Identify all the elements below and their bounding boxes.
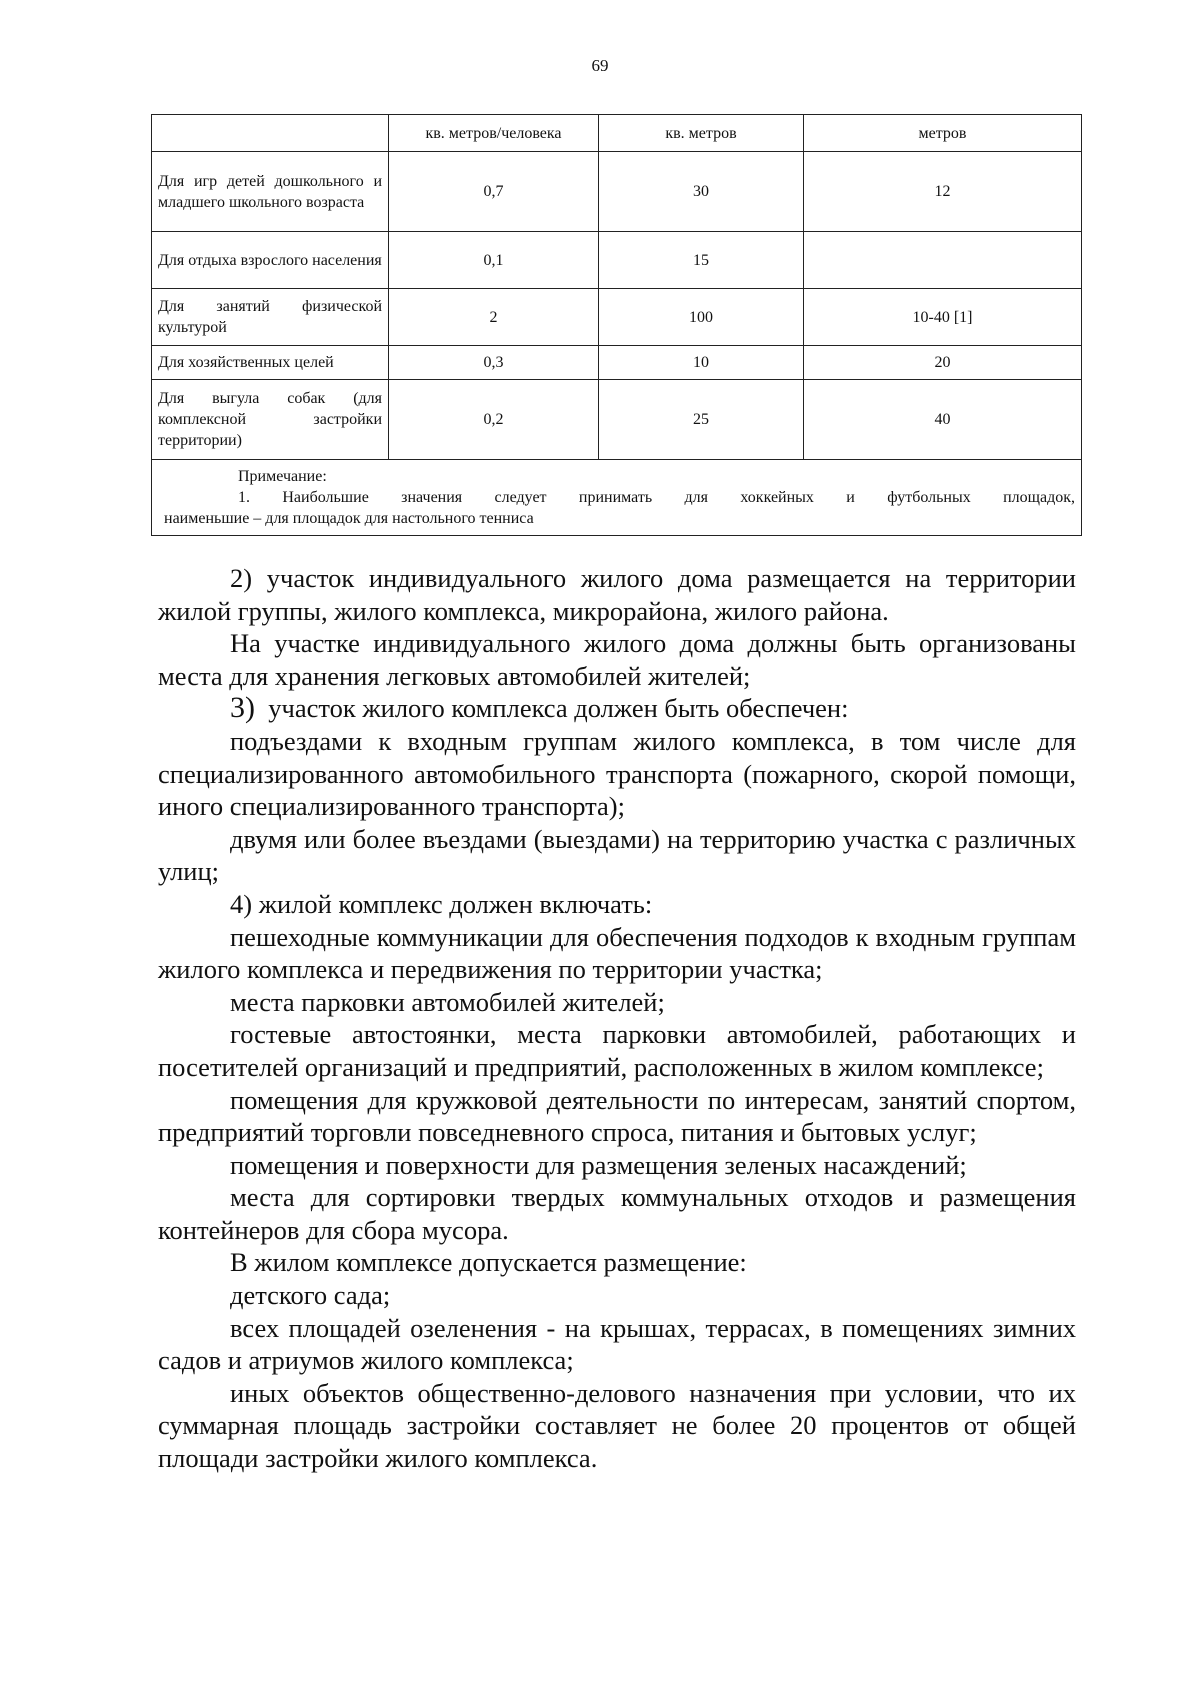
per-person-cell: 0,7 bbox=[389, 152, 599, 232]
note-title: Примечание: bbox=[238, 468, 327, 485]
paragraph: помещения и поверхности для размещения зеленых насаждений; bbox=[230, 1149, 967, 1180]
paragraph-text: участок жилого комплекса должен быть обеспечен: bbox=[268, 693, 849, 724]
header-cell: метров bbox=[804, 115, 1082, 152]
row-label: Для игр детей дошкольного и младшего школьного возраста bbox=[152, 152, 389, 232]
table-row bbox=[152, 232, 1082, 289]
playground-norms-table bbox=[151, 114, 1082, 536]
paragraph: гостевые автостоянки, места парковки автомобилей, работающих и посетителей организаций и предприятий, расположенных в жилом комплексе; bbox=[158, 1019, 1076, 1082]
area-cell: 25 bbox=[599, 380, 804, 460]
distance-cell bbox=[804, 232, 1082, 289]
item-number: 3) bbox=[230, 691, 255, 725]
note-line-1: 1. Наибольшие значения следует принимать для хоккейных и футбольных площадок, bbox=[238, 489, 1075, 506]
distance-cell: 10-40 [1] bbox=[804, 289, 1082, 346]
paragraph: помещения для кружковой деятельности по интересам, занятий спортом, предприятий торговли повседневного спроса, питания и бытовых услуг; bbox=[158, 1084, 1076, 1148]
distance-cell: 40 bbox=[804, 380, 1082, 460]
table-row bbox=[152, 346, 1082, 380]
header-cell: кв. метров bbox=[599, 115, 804, 152]
paragraph: подъездами к входным группам жилого комплекса, в том числе для специализированного автомобильного транспорта (пожарного, скорой помощи, иного специализированного транспорта); bbox=[158, 725, 1076, 822]
page-number: 69 bbox=[591, 56, 609, 75]
row-label: Для отдыха взрослого населения bbox=[152, 232, 389, 289]
table-row bbox=[152, 380, 1082, 460]
per-person-cell: 2 bbox=[389, 289, 599, 346]
table-row bbox=[152, 289, 1082, 346]
header-cell: кв. метров/человека bbox=[389, 115, 599, 152]
area-cell: 100 bbox=[599, 289, 804, 346]
per-person-cell: 0,2 bbox=[389, 380, 599, 460]
note-line-2: наименьшие – для площадок для настольного тенниса bbox=[164, 510, 534, 527]
paragraph: 4) жилой комплекс должен включать: bbox=[230, 888, 653, 919]
distance-cell: 12 bbox=[804, 152, 1082, 232]
paragraph bbox=[158, 692, 1076, 725]
area-cell: 30 bbox=[599, 152, 804, 232]
table-note-row bbox=[152, 460, 1082, 536]
distance-cell: 20 bbox=[804, 346, 1082, 380]
paragraph: На участке индивидуального жилого дома должны быть организованы места для хранения легковых автомобилей жителей; bbox=[158, 628, 1076, 691]
table-header-row bbox=[152, 115, 1082, 152]
paragraph: места парковки автомобилей жителей; bbox=[230, 986, 665, 1017]
paragraph: детского сада; bbox=[230, 1280, 391, 1311]
row-label: Для выгула собак (для комплексной застройки территории) bbox=[152, 380, 389, 460]
paragraph: двумя или более въездами (выездами) на территорию участка с различных улиц; bbox=[158, 823, 1076, 887]
paragraph: 2) участок индивидуального жилого дома размещается на территории жилой группы, жилого комплекса, микрорайона, жилого района. bbox=[158, 563, 1076, 626]
per-person-cell: 0,1 bbox=[389, 232, 599, 289]
paragraph: В жилом комплексе допускается размещение: bbox=[230, 1247, 747, 1278]
area-cell: 10 bbox=[599, 346, 804, 380]
row-label: Для хозяйственных целей bbox=[152, 346, 389, 380]
paragraph: места для сортировки твердых коммунальных отходов и размещения контейнеров для сбора мусора. bbox=[158, 1182, 1076, 1245]
table-note bbox=[152, 460, 1082, 536]
paragraph: всех площадей озеленения - на крышах, террасах, в помещениях зимних садов и атриумов жилого комплекса; bbox=[158, 1312, 1076, 1376]
row-label: Для занятий физической культурой bbox=[152, 289, 389, 346]
area-cell: 15 bbox=[599, 232, 804, 289]
body-text bbox=[158, 562, 1076, 1475]
table-row bbox=[152, 152, 1082, 232]
paragraph: пешеходные коммуникации для обеспечения подходов к входным группам жилого комплекса и передвижения по территории участка; bbox=[158, 921, 1076, 985]
header-cell bbox=[152, 115, 389, 152]
per-person-cell: 0,3 bbox=[389, 346, 599, 380]
paragraph: иных объектов общественно-делового назначения при условии, что их суммарная площадь застройки составляет не более 20 процентов от общей площади застройки жилого комплекса. bbox=[158, 1377, 1076, 1474]
